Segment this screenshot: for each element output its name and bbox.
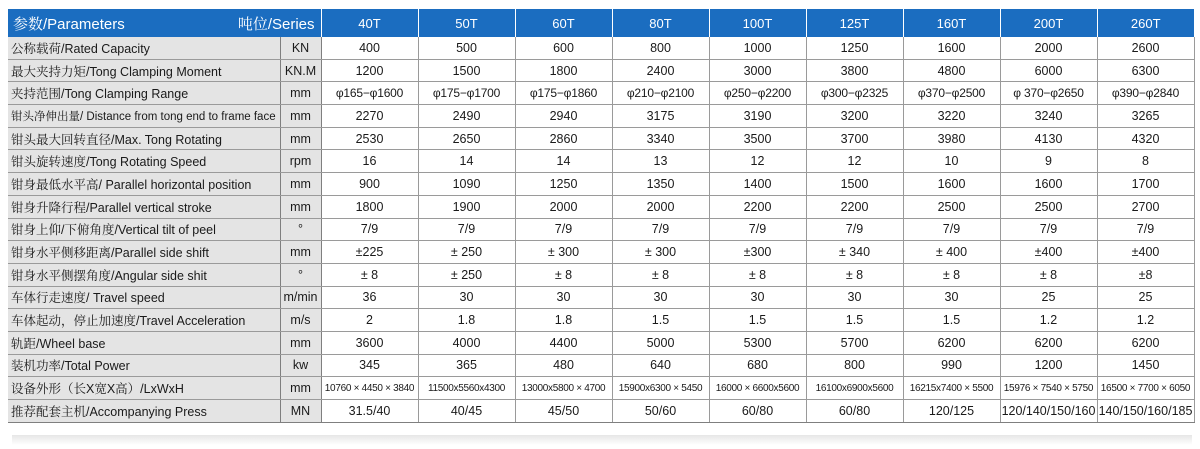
value-cell: 2700 <box>1097 195 1194 218</box>
value-cell: 7/9 <box>806 218 903 241</box>
value-cell: 1250 <box>806 37 903 59</box>
series-col-125t: 125T <box>806 9 903 37</box>
table-row <box>8 127 1194 150</box>
value-cell: 15900x6300 × 5450 <box>612 377 709 400</box>
value-cell: φ300−φ2325 <box>806 82 903 105</box>
value-cell: 1.8 <box>515 309 612 332</box>
value-cell: 5000 <box>612 331 709 354</box>
value-cell: ±225 <box>321 241 418 264</box>
value-cell: 6300 <box>1097 59 1194 82</box>
value-cell: 1450 <box>1097 354 1194 377</box>
value-cell: 1.5 <box>709 309 806 332</box>
value-cell: 11500x5560x4300 <box>418 377 515 400</box>
value-cell: 4000 <box>418 331 515 354</box>
parameter-label: 设备外形（长X宽X高）/LxWxH <box>8 377 280 400</box>
value-cell: ± 340 <box>806 241 903 264</box>
value-cell: 25 <box>1000 286 1097 309</box>
value-cell: ±8 <box>1097 263 1194 286</box>
value-cell: 990 <box>903 354 1000 377</box>
value-cell: 1700 <box>1097 173 1194 196</box>
value-cell: ± 8 <box>709 263 806 286</box>
table-row <box>8 150 1194 173</box>
value-cell: 4800 <box>903 59 1000 82</box>
value-cell: 1600 <box>903 37 1000 59</box>
value-cell: 30 <box>418 286 515 309</box>
unit-cell: mm <box>280 377 321 400</box>
value-cell: 680 <box>709 354 806 377</box>
unit-cell: m/s <box>280 309 321 332</box>
value-cell: ± 8 <box>321 263 418 286</box>
value-cell: 2530 <box>321 127 418 150</box>
value-cell: 13000x5800 × 4700 <box>515 377 612 400</box>
series-col-200t: 200T <box>1000 9 1097 37</box>
value-cell: 1800 <box>515 59 612 82</box>
parameter-label: 夹持范围/Tong Clamping Range <box>8 82 280 105</box>
table-row <box>8 82 1194 105</box>
table-row <box>8 218 1194 241</box>
value-cell: ±300 <box>709 241 806 264</box>
value-cell: 7/9 <box>709 218 806 241</box>
value-cell: 600 <box>515 37 612 59</box>
parameter-label: 车体行走速度/ Travel speed <box>8 286 280 309</box>
value-cell: 10 <box>903 150 1000 173</box>
parameter-label: 钳身上仰/下俯角度/Vertical tilt of peel <box>8 218 280 241</box>
value-cell: 1090 <box>418 173 515 196</box>
value-cell: 400 <box>321 37 418 59</box>
value-cell: 7/9 <box>515 218 612 241</box>
value-cell: 16 <box>321 150 418 173</box>
table-row <box>8 331 1194 354</box>
value-cell: 2490 <box>418 105 515 128</box>
table-body <box>8 37 1194 422</box>
table-row <box>8 354 1194 377</box>
value-cell: 2 <box>321 309 418 332</box>
value-cell: 2200 <box>709 195 806 218</box>
value-cell: ± 8 <box>515 263 612 286</box>
value-cell: 1.5 <box>903 309 1000 332</box>
value-cell: 1600 <box>1000 173 1097 196</box>
value-cell: 2650 <box>418 127 515 150</box>
value-cell: 7/9 <box>418 218 515 241</box>
value-cell: 14 <box>418 150 515 173</box>
value-cell: 13 <box>612 150 709 173</box>
value-cell: 800 <box>806 354 903 377</box>
value-cell: 3700 <box>806 127 903 150</box>
value-cell: 1400 <box>709 173 806 196</box>
unit-cell: ° <box>280 218 321 241</box>
value-cell: 3220 <box>903 105 1000 128</box>
unit-cell: KN <box>280 37 321 59</box>
value-cell: 31.5/40 <box>321 400 418 423</box>
parameters-header: 参数/Parameters <box>13 16 125 33</box>
unit-cell: mm <box>280 127 321 150</box>
parameter-label: 装机功率/Total Power <box>8 354 280 377</box>
unit-cell: rpm <box>280 150 321 173</box>
value-cell: 1.2 <box>1000 309 1097 332</box>
unit-cell: mm <box>280 105 321 128</box>
value-cell: 1200 <box>321 59 418 82</box>
value-cell: 30 <box>515 286 612 309</box>
value-cell: ±400 <box>1000 241 1097 264</box>
value-cell: 900 <box>321 173 418 196</box>
value-cell: 3800 <box>806 59 903 82</box>
value-cell: 5700 <box>806 331 903 354</box>
value-cell: 8 <box>1097 150 1194 173</box>
value-cell: 1250 <box>515 173 612 196</box>
value-cell: 2600 <box>1097 37 1194 59</box>
value-cell: 12 <box>709 150 806 173</box>
value-cell: 1900 <box>418 195 515 218</box>
value-cell: 1350 <box>612 173 709 196</box>
value-cell: 365 <box>418 354 515 377</box>
value-cell: 16100x6900x5600 <box>806 377 903 400</box>
value-cell: ± 300 <box>612 241 709 264</box>
value-cell: 800 <box>612 37 709 59</box>
parameter-label: 钳身升降行程/Parallel vertical stroke <box>8 195 280 218</box>
unit-cell: mm <box>280 331 321 354</box>
series-col-160t: 160T <box>903 9 1000 37</box>
value-cell: 3190 <box>709 105 806 128</box>
spec-table-container <box>8 9 1193 433</box>
value-cell: ± 8 <box>903 263 1000 286</box>
header-corner-cell <box>8 9 321 37</box>
value-cell: 3600 <box>321 331 418 354</box>
parameter-label: 轨距/Wheel base <box>8 331 280 354</box>
table-row <box>8 286 1194 309</box>
value-cell: 3265 <box>1097 105 1194 128</box>
value-cell: 1500 <box>806 173 903 196</box>
value-cell: 4320 <box>1097 127 1194 150</box>
value-cell: 7/9 <box>1097 218 1194 241</box>
value-cell: 2940 <box>515 105 612 128</box>
value-cell: 30 <box>903 286 1000 309</box>
specification-table <box>8 9 1195 423</box>
value-cell: 15976 × 7540 × 5750 <box>1000 377 1097 400</box>
table-row <box>8 173 1194 196</box>
unit-cell: mm <box>280 82 321 105</box>
unit-cell: KN.M <box>280 59 321 82</box>
value-cell: 7/9 <box>1000 218 1097 241</box>
unit-cell: mm <box>280 173 321 196</box>
value-cell: 6200 <box>1000 331 1097 354</box>
table-row <box>8 37 1194 59</box>
table-row <box>8 377 1194 400</box>
parameter-label: 钳头旋转速度/Tong Rotating Speed <box>8 150 280 173</box>
value-cell: 7/9 <box>321 218 418 241</box>
value-cell: φ250−φ2200 <box>709 82 806 105</box>
unit-cell: kw <box>280 354 321 377</box>
value-cell: 30 <box>612 286 709 309</box>
value-cell: 40/45 <box>418 400 515 423</box>
series-col-260t: 260T <box>1097 9 1194 37</box>
value-cell: 16000 × 6600x5600 <box>709 377 806 400</box>
value-cell: 1200 <box>1000 354 1097 377</box>
value-cell: ± 8 <box>612 263 709 286</box>
value-cell: φ370−φ2500 <box>903 82 1000 105</box>
series-col-40t: 40T <box>321 9 418 37</box>
value-cell: 4400 <box>515 331 612 354</box>
value-cell: 7/9 <box>903 218 1000 241</box>
parameter-label: 推荐配套主机/Accompanying Press <box>8 400 280 423</box>
value-cell: 2000 <box>612 195 709 218</box>
parameter-label: 钳身水平侧移距离/Parallel side shift <box>8 241 280 264</box>
value-cell: 640 <box>612 354 709 377</box>
table-row <box>8 105 1194 128</box>
value-cell: 12 <box>806 150 903 173</box>
series-header: 吨位/Series <box>237 16 315 33</box>
value-cell: 45/50 <box>515 400 612 423</box>
value-cell: 2500 <box>1000 195 1097 218</box>
value-cell: 6200 <box>903 331 1000 354</box>
value-cell: ± 250 <box>418 263 515 286</box>
value-cell: 480 <box>515 354 612 377</box>
value-cell: 6000 <box>1000 59 1097 82</box>
value-cell: φ390−φ2840 <box>1097 82 1194 105</box>
table-shadow <box>12 435 1192 445</box>
value-cell: ±400 <box>1097 241 1194 264</box>
value-cell: ± 8 <box>806 263 903 286</box>
value-cell: 2860 <box>515 127 612 150</box>
value-cell: 16215x7400 × 5500 <box>903 377 1000 400</box>
value-cell: 30 <box>806 286 903 309</box>
value-cell: 50/60 <box>612 400 709 423</box>
value-cell: 3175 <box>612 105 709 128</box>
parameter-label: 公称载荷/Rated Capacity <box>8 37 280 59</box>
value-cell: 3200 <box>806 105 903 128</box>
value-cell: 1.8 <box>418 309 515 332</box>
value-cell: 1600 <box>903 173 1000 196</box>
value-cell: 16500 × 7700 × 6050 <box>1097 377 1194 400</box>
table-row <box>8 400 1194 423</box>
value-cell: φ175−φ1700 <box>418 82 515 105</box>
table-row <box>8 309 1194 332</box>
value-cell: 60/80 <box>806 400 903 423</box>
series-col-80t: 80T <box>612 9 709 37</box>
value-cell: 345 <box>321 354 418 377</box>
unit-cell: mm <box>280 241 321 264</box>
value-cell: 3980 <box>903 127 1000 150</box>
value-cell: 1500 <box>418 59 515 82</box>
value-cell: φ210−φ2100 <box>612 82 709 105</box>
parameter-label: 最大夹持力矩/Tong Clamping Moment <box>8 59 280 82</box>
parameter-label: 钳身水平侧摆角度/Angular side shit <box>8 263 280 286</box>
value-cell: 3240 <box>1000 105 1097 128</box>
value-cell: 5300 <box>709 331 806 354</box>
value-cell: 1.2 <box>1097 309 1194 332</box>
value-cell: φ 370−φ2650 <box>1000 82 1097 105</box>
value-cell: 3500 <box>709 127 806 150</box>
parameter-label: 钳头最大回转直径/Max. Tong Rotating <box>8 127 280 150</box>
table-row <box>8 263 1194 286</box>
value-cell: 7/9 <box>612 218 709 241</box>
parameter-label: 车体起动，停止加速度/Travel Acceleration <box>8 309 280 332</box>
parameter-label: 钳头净伸出量/ Distance from tong end to frame face <box>8 105 280 128</box>
value-cell: 1.5 <box>806 309 903 332</box>
value-cell: 2200 <box>806 195 903 218</box>
value-cell: φ165−φ1600 <box>321 82 418 105</box>
value-cell: 120/125 <box>903 400 1000 423</box>
table-row <box>8 59 1194 82</box>
value-cell: 1800 <box>321 195 418 218</box>
value-cell: 3340 <box>612 127 709 150</box>
value-cell: 14 <box>515 150 612 173</box>
table-row <box>8 241 1194 264</box>
value-cell: 2000 <box>515 195 612 218</box>
header-row <box>8 9 1194 37</box>
value-cell: 3000 <box>709 59 806 82</box>
value-cell: ± 300 <box>515 241 612 264</box>
value-cell: 6200 <box>1097 331 1194 354</box>
value-cell: 500 <box>418 37 515 59</box>
value-cell: ± 250 <box>418 241 515 264</box>
value-cell: ± 400 <box>903 241 1000 264</box>
value-cell: φ175−φ1860 <box>515 82 612 105</box>
value-cell: 1000 <box>709 37 806 59</box>
value-cell: 4130 <box>1000 127 1097 150</box>
value-cell: 2500 <box>903 195 1000 218</box>
series-col-100t: 100T <box>709 9 806 37</box>
value-cell: 9 <box>1000 150 1097 173</box>
parameter-label: 钳身最低水平高/ Parallel horizontal position <box>8 173 280 196</box>
value-cell: 2400 <box>612 59 709 82</box>
value-cell: 120/140/150/160 <box>1000 400 1097 423</box>
unit-cell: m/min <box>280 286 321 309</box>
value-cell: 2270 <box>321 105 418 128</box>
value-cell: 2000 <box>1000 37 1097 59</box>
unit-cell: ° <box>280 263 321 286</box>
value-cell: 25 <box>1097 286 1194 309</box>
value-cell: ± 8 <box>1000 263 1097 286</box>
unit-cell: mm <box>280 195 321 218</box>
value-cell: 36 <box>321 286 418 309</box>
value-cell: 60/80 <box>709 400 806 423</box>
value-cell: 1.5 <box>612 309 709 332</box>
series-col-60t: 60T <box>515 9 612 37</box>
value-cell: 10760 × 4450 × 3840 <box>321 377 418 400</box>
value-cell: 140/150/160/185 <box>1097 400 1194 423</box>
unit-cell: MN <box>280 400 321 423</box>
series-col-50t: 50T <box>418 9 515 37</box>
table-row <box>8 195 1194 218</box>
value-cell: 30 <box>709 286 806 309</box>
